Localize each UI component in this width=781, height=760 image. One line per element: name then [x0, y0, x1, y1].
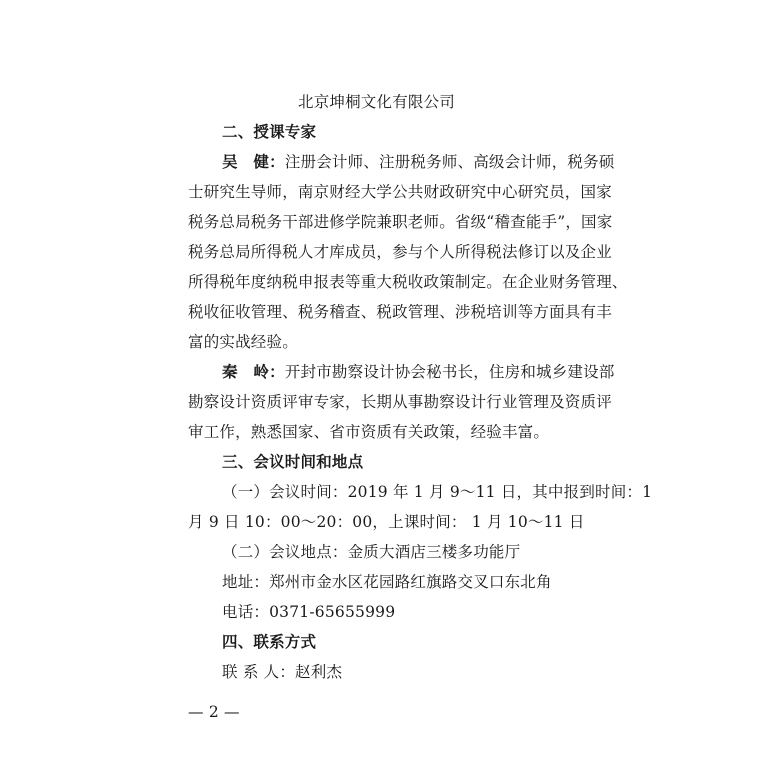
- meeting-time-line-2: 月 9 日 10：00～20：00，上课时间： 1 月 10～11 日: [188, 513, 585, 531]
- expert-1-name: 吴 健：: [222, 153, 285, 171]
- meeting-time-line-1: （一）会议时间：2019 年 1 月 9～11 日，其中报到时间：1: [222, 483, 653, 501]
- section-4-heading: 四、联系方式: [222, 633, 317, 651]
- meeting-phone: 电话：0371-65655999: [222, 603, 396, 621]
- expert-2-text: 开封市勘察设计协会秘书长，住房和城乡建设部: [284, 363, 615, 381]
- expert-1-text: 注册会计师、注册税务师、高级会计师，税务硕: [284, 153, 615, 171]
- expert-1-line-3: 税务总局税务干部进修学院兼职老师。省级“稽查能手”，国家: [188, 213, 613, 231]
- expert-1-line-2: 士研究生导师，南京财经大学公共财政研究中心研究员，国家: [188, 183, 612, 201]
- expert-1-first-line: [222, 152, 615, 172]
- org-name: 北京坤桐文化有限公司: [298, 93, 456, 111]
- section-2-heading: 二、授课专家: [222, 123, 317, 141]
- section-3-heading: 三、会议时间和地点: [222, 453, 364, 471]
- expert-1-line-6: 税收征收管理、税务稽查、税政管理、涉税培训等方面具有丰: [188, 303, 612, 321]
- expert-2-name: 秦 岭：: [222, 363, 285, 381]
- expert-1-line-7: 富的实战经验。: [188, 333, 298, 351]
- expert-2-line-2: 勘察设计资质评审专家，长期从事勘察设计行业管理及资质评: [188, 393, 612, 411]
- expert-2-line-3: 审工作，熟悉国家、省市资质有关政策，经验丰富。: [188, 423, 550, 441]
- expert-2-first-line: [222, 362, 615, 382]
- page-number: — 2 —: [188, 703, 240, 721]
- expert-1-line-5: 所得税年度纳税申报表等重大税收政策制定。在企业财务管理、: [188, 273, 628, 291]
- contact-person: 联 系 人：赵利杰: [222, 663, 343, 681]
- expert-1-line-4: 税务总局所得税人才库成员，参与个人所得税法修订以及企业: [188, 243, 612, 261]
- meeting-address: 地址：郑州市金水区花园路红旗路交叉口东北角: [222, 573, 552, 591]
- meeting-venue: （二）会议地点：金质大酒店三楼多功能厅: [222, 543, 521, 561]
